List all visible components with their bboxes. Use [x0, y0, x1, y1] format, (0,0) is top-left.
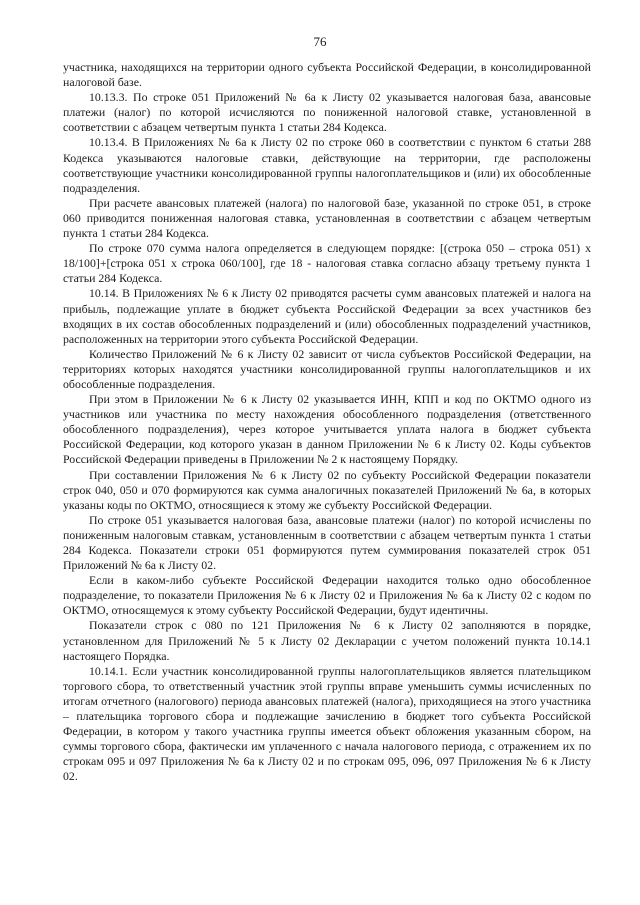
paragraph-10-14: 10.14. В Приложениях № 6 к Листу 02 приводятся расчеты сумм авансовых платежей и налога на прибыль, подлежащие уплате в бюджет субъекта Российской Федерации за всех участников без входящих в их состав обособленных подразделений и (или) обособленных подразделений участников, расположенных на территории этого субъекта Российской Федерации.: [63, 286, 591, 346]
paragraph-annex-count: Количество Приложений № 6 к Листу 02 зависит от числа субъектов Российской Федерации, на территориях которых находятся участники консолидированной группы налогоплательщиков и их обособленные подразделения.: [63, 346, 591, 391]
paragraph-line-051: По строке 051 указывается налоговая база, авансовые платежи (налог) по которой исчислены по пониженным налоговым ставкам, установленным в соответствии с абзацем четвертым пункта 1 статьи 284 Кодекса. Показатели строки 051 формируются путем суммирования показателей строк 051 Приложений № 6а к Листу 02.: [63, 512, 591, 573]
paragraph-line-070-formula: По строке 070 сумма налога определяется в следующем порядке: [(строка 050 – строка 051) х 18/100]+[строка 051 х строка 060/100], где 18 - налоговая ставка согласно абзацу третьему пункта 1 статьи 284 Кодекса.: [63, 241, 591, 286]
paragraph-continuation: участника, находящихся на территории одного субъекта Российской Федерации, в консолидированной налоговой базе.: [63, 60, 591, 90]
paragraph-10-13-3: 10.13.3. По строке 051 Приложений № 6а к Листу 02 указывается налоговая база, авансовые платежи (налог) по которой исчисляются по пониженной налоговой ставке, установленной в соответствии с абзацем четвертым пункта 1 статьи 284 Кодекса.: [63, 90, 591, 135]
paragraph-lines-080-121: Показатели строк с 080 по 121 Приложения № 6 к Листу 02 заполняются в порядке, установленном для Приложений № 5 к Листу 02 Декларации с учетом положений пункта 10.14.1 настоящего Порядка.: [63, 618, 591, 663]
paragraph-inn-kpp-oktmo: При этом в Приложении № 6 к Листу 02 указывается ИНН, КПП и код по ОКТМО одного из участников или участника по месту нахождения обособленного подразделения (ответственного обособленного подразделения), через которое учитывается уплата налога в бюджет субъекта Российской Федерации, код которого указан в данном Приложении № 6 к Листу 02. Коды субъектов Российской Федерации приведены в Приложении № 2 к настоящему Порядку.: [63, 392, 591, 467]
paragraph-annex-6-composition: При составлении Приложения № 6 к Листу 02 по субъекту Российской Федерации показатели строк 040, 050 и 070 формируются как сумма аналогичных показателей Приложений № 6а, в которых указаны коды по ОКТМО, относящиеся к этому же субъекту Российской Федерации.: [63, 467, 591, 512]
paragraph-10-14-1: 10.14.1. Если участник консолидированной группы налогоплательщиков является плательщиком торгового сбора, то ответственный участник этой группы вправе уменьшить суммы исчисленных по итогам отчетного (налогового) периода авансовых платежей (налога), приходящиеся на этого участника – плательщика торгового сбора и подлежащие зачислению в бюджет того субъекта Российской Федерации, в котором у такого участника группы имеется объект обложения указанным сбором, на суммы торгового сбора, фактически им уплаченного с начала налогового периода, с отражением их по строкам 095 и 097 Приложения № 6а к Листу 02 и по строкам 095, 096, 097 Приложения № 6 к Листу 02.: [63, 663, 591, 784]
document-body: [63, 60, 591, 785]
paragraph-advance-payments-calc: При расчете авансовых платежей (налога) по налоговой базе, указанной по строке 051, в строке 060 приводится пониженная налоговая ставка, установленная в соответствии с абзацем четвертым пункта 1 статьи 284 Кодекса.: [63, 195, 591, 241]
page-number: 76: [313, 34, 327, 49]
paragraph-single-subdivision: Если в каком-либо субъекте Российской Федерации находится только одно обособленное подразделение, то показатели Приложения № 6 к Листу 02 и Приложения № 6а к Листу 02 с кодом по ОКТМО, относящемуся к этому субъекту Российской Федерации, будут идентичны.: [63, 573, 591, 618]
paragraph-10-13-4: 10.13.4. В Приложениях № 6а к Листу 02 по строке 060 в соответствии с пунктом 6 статьи 288 Кодекса указываются налоговые ставки, действующие на территории, где расположены соответствующие участники консолидированной группы налогоплательщиков и (или) их обособленные подразделения.: [63, 135, 591, 195]
